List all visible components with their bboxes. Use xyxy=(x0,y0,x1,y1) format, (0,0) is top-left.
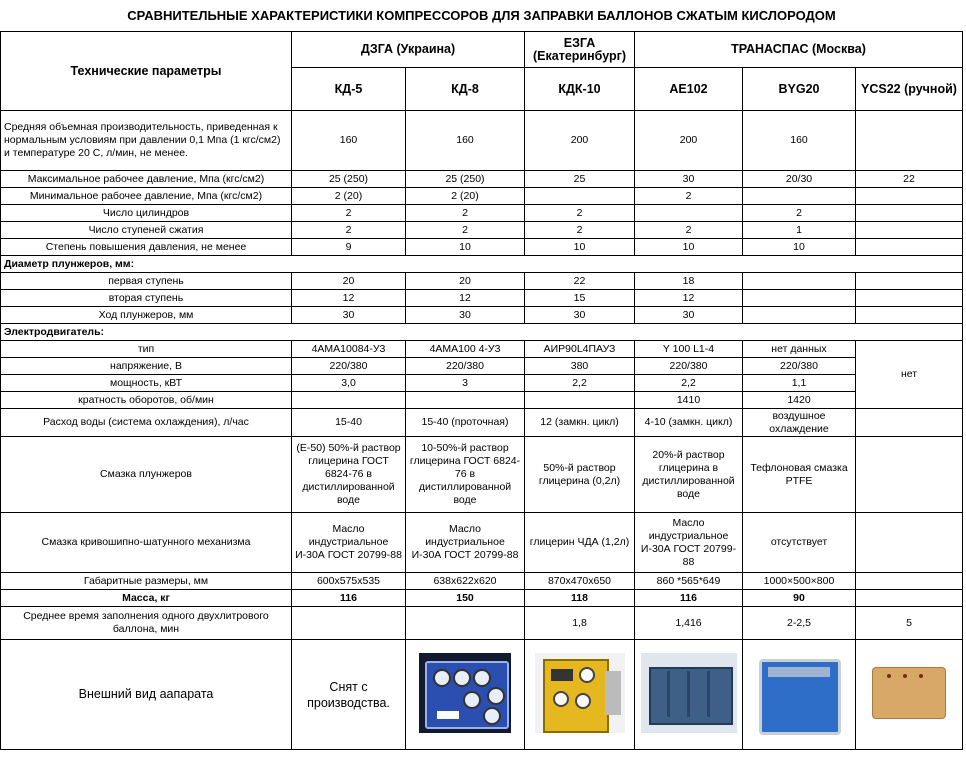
table-row xyxy=(1,341,963,358)
cell: 2 xyxy=(635,222,743,239)
table-title: СРАВНИТЕЛЬНЫЕ ХАРАКТЕРИСТИКИ КОМПРЕССОРОВ ДЛЯ ЗАПРАВКИ БАЛЛОНОВ СЖАТЫМ КИСЛОРОДОМ xyxy=(1,0,963,32)
cell: 2 xyxy=(525,205,635,222)
cell: 150 xyxy=(406,590,525,607)
table-row xyxy=(1,392,963,409)
cell: Тефлоновая смазка PTFE xyxy=(743,437,856,513)
model-header: КД-8 xyxy=(406,68,525,111)
cell: 90 xyxy=(743,590,856,607)
cell: 600x575x535 xyxy=(292,573,406,590)
photo-kdk10 xyxy=(525,640,635,750)
cell: 22 xyxy=(856,171,963,188)
cell: 2 xyxy=(406,222,525,239)
table-row xyxy=(1,205,963,222)
compressor-ae102-image xyxy=(641,653,737,733)
cell: Масло индустриальное И-30А ГОСТ 20799-88 xyxy=(292,513,406,573)
cell xyxy=(856,573,963,590)
cell: 638x622x620 xyxy=(406,573,525,590)
cell: 2 xyxy=(292,222,406,239)
manufacturer-dzga: ДЗГА (Украина) xyxy=(292,32,525,68)
row-label: кратность оборотов, об/мин xyxy=(1,392,292,409)
cell xyxy=(856,273,963,290)
cell: 10 xyxy=(525,239,635,256)
cell: 20%-й раствор глицерина в дистиллированной воде xyxy=(635,437,743,513)
cell: 2,2 xyxy=(525,375,635,392)
row-label: тип xyxy=(1,341,292,358)
row-label: мощность, кВТ xyxy=(1,375,292,392)
compressor-kdk10-image xyxy=(535,653,625,733)
cell: 160 xyxy=(406,111,525,171)
cell: 220/380 xyxy=(292,358,406,375)
row-label: первая ступень xyxy=(1,273,292,290)
cell: 25 (250) xyxy=(406,171,525,188)
cell: 50%-й раствор глицерина (0,2л) xyxy=(525,437,635,513)
cell: 4АМА10084-У3 xyxy=(292,341,406,358)
cell: Масло индустриальное И-30А ГОСТ 20799-88 xyxy=(406,513,525,573)
cell xyxy=(856,290,963,307)
cell: 2-2,5 xyxy=(743,607,856,640)
cell xyxy=(743,273,856,290)
discontinued-text: Снят с производства. xyxy=(292,640,406,750)
section-motor: Электродвигатель: xyxy=(1,324,963,341)
cell xyxy=(292,392,406,409)
manufacturer-ezga: ЕЗГА (Екатеринбург) xyxy=(525,32,635,68)
cell xyxy=(856,222,963,239)
cell: 20 xyxy=(292,273,406,290)
cell: 30 xyxy=(635,171,743,188)
row-label: Ход плунжеров, мм xyxy=(1,307,292,324)
cell xyxy=(856,205,963,222)
cell xyxy=(856,307,963,324)
cell xyxy=(525,188,635,205)
cell: 30 xyxy=(406,307,525,324)
cell: 30 xyxy=(635,307,743,324)
cell xyxy=(856,437,963,513)
cell xyxy=(856,239,963,256)
cell: 200 xyxy=(525,111,635,171)
row-label: Средняя объемная производительность, приведенная к нормальным условиям при давлении 0,1 Мпа (1 кгс/см2) и температуре 20 С, л/мин, не менее. xyxy=(1,111,292,171)
table-row xyxy=(1,171,963,188)
cell xyxy=(856,409,963,437)
cell: 2 (20) xyxy=(406,188,525,205)
cell: 1000×500×800 xyxy=(743,573,856,590)
cell: 2 xyxy=(406,205,525,222)
table-row xyxy=(1,513,963,573)
table-row xyxy=(1,437,963,513)
cell-merged: нет xyxy=(856,341,963,409)
cell: 3 xyxy=(406,375,525,392)
cell: 2,2 xyxy=(635,375,743,392)
cell: 30 xyxy=(525,307,635,324)
row-label: Среднее время заполнения одного двухлитрового баллона, мин xyxy=(1,607,292,640)
cell: 160 xyxy=(292,111,406,171)
table-row xyxy=(1,290,963,307)
cell: АИР90L4ПАУЗ xyxy=(525,341,635,358)
cell: 10-50%-й раствор глицерина ГОСТ 6824-76 в дистиллированной воде xyxy=(406,437,525,513)
compressor-kd8-image xyxy=(419,653,511,733)
cell: 9 xyxy=(292,239,406,256)
table-row xyxy=(1,111,963,171)
cell: 4-10 (замкн. цикл) xyxy=(635,409,743,437)
cell: 220/380 xyxy=(635,358,743,375)
table-row xyxy=(1,640,963,750)
cell: 118 xyxy=(525,590,635,607)
cell: 1,1 xyxy=(743,375,856,392)
row-label: вторая ступень xyxy=(1,290,292,307)
cell xyxy=(635,205,743,222)
cell xyxy=(406,392,525,409)
cell: 116 xyxy=(292,590,406,607)
photo-ae102 xyxy=(635,640,743,750)
row-label: Смазка кривошипно-шатунного механизма xyxy=(1,513,292,573)
row-label: Минимальное рабочее давление, Мпа (кгс/см2) xyxy=(1,188,292,205)
table-row xyxy=(1,590,963,607)
cell: 12 xyxy=(406,290,525,307)
table-row xyxy=(1,607,963,640)
cell xyxy=(743,290,856,307)
row-label: Число цилиндров xyxy=(1,205,292,222)
cell: 5 xyxy=(856,607,963,640)
cell: 10 xyxy=(743,239,856,256)
table-row xyxy=(1,573,963,590)
cell: (Е-50) 50%-й раствор глицерина ГОСТ 6824-76 в дистиллированной воде xyxy=(292,437,406,513)
cell: 10 xyxy=(635,239,743,256)
cell xyxy=(743,307,856,324)
cell xyxy=(856,513,963,573)
cell: 30 xyxy=(292,307,406,324)
model-header: AE102 xyxy=(635,68,743,111)
cell xyxy=(856,111,963,171)
cell: 15 xyxy=(525,290,635,307)
table-row xyxy=(1,222,963,239)
table-row xyxy=(1,409,963,437)
cell: 220/380 xyxy=(406,358,525,375)
cell xyxy=(525,392,635,409)
cell xyxy=(856,590,963,607)
row-label: Число ступеней сжатия xyxy=(1,222,292,239)
row-label: напряжение, В xyxy=(1,358,292,375)
cell: 20 xyxy=(406,273,525,290)
cell xyxy=(292,607,406,640)
row-label: Максимальное рабочее давление, Мпа (кгс/см2) xyxy=(1,171,292,188)
cell xyxy=(743,188,856,205)
photo-ycs22 xyxy=(856,640,963,750)
cell: Y 100 L1-4 xyxy=(635,341,743,358)
cell: 200 xyxy=(635,111,743,171)
cell: 2 xyxy=(635,188,743,205)
cell xyxy=(856,188,963,205)
cell: 4АМА100 4-У3 xyxy=(406,341,525,358)
cell: 2 xyxy=(743,205,856,222)
row-label: Смазка плунжеров xyxy=(1,437,292,513)
model-header: КД-5 xyxy=(292,68,406,111)
cell: Масло индустриальное И-30А ГОСТ 20799-88 xyxy=(635,513,743,573)
cell: 870x470x650 xyxy=(525,573,635,590)
cell: 10 xyxy=(406,239,525,256)
model-header: YCS22 (ручной) xyxy=(856,68,963,111)
cell: 12 (замкн. цикл) xyxy=(525,409,635,437)
row-label: Степень повышения давления, не менее xyxy=(1,239,292,256)
param-header: Технические параметры xyxy=(1,32,292,111)
cell: 1,8 xyxy=(525,607,635,640)
model-header: BYG20 xyxy=(743,68,856,111)
cell: 1410 xyxy=(635,392,743,409)
cell: 25 (250) xyxy=(292,171,406,188)
compressor-ycs22-image xyxy=(870,665,948,721)
cell: 12 xyxy=(635,290,743,307)
table-row xyxy=(1,375,963,392)
compressor-byg20-image xyxy=(751,653,847,733)
cell: отсутствует xyxy=(743,513,856,573)
cell: глицерин ЧДА (1,2л) xyxy=(525,513,635,573)
table-row xyxy=(1,307,963,324)
cell: 22 xyxy=(525,273,635,290)
photo-byg20 xyxy=(743,640,856,750)
cell: 220/380 xyxy=(743,358,856,375)
cell: 380 xyxy=(525,358,635,375)
row-label: Внешний вид аапарата xyxy=(1,640,292,750)
cell: 1,416 xyxy=(635,607,743,640)
table-row xyxy=(1,358,963,375)
cell: 15-40 (проточная) xyxy=(406,409,525,437)
row-label: Масса, кг xyxy=(1,590,292,607)
cell: 2 (20) xyxy=(292,188,406,205)
manufacturer-tranaspas: ТРАНАСПАС (Москва) xyxy=(635,32,963,68)
cell xyxy=(406,607,525,640)
cell: 20/30 xyxy=(743,171,856,188)
table-row xyxy=(1,273,963,290)
section-plungers: Диаметр плунжеров, мм: xyxy=(1,256,963,273)
cell: нет данных xyxy=(743,341,856,358)
table-row xyxy=(1,188,963,205)
table-row xyxy=(1,239,963,256)
cell: 860 *565*649 xyxy=(635,573,743,590)
cell: 2 xyxy=(292,205,406,222)
cell: 2 xyxy=(525,222,635,239)
photo-kd8 xyxy=(406,640,525,750)
cell: 15-40 xyxy=(292,409,406,437)
cell: 18 xyxy=(635,273,743,290)
model-header: КДК-10 xyxy=(525,68,635,111)
cell: 3,0 xyxy=(292,375,406,392)
cell: 160 xyxy=(743,111,856,171)
cell: воздушное охлаждение xyxy=(743,409,856,437)
cell: 12 xyxy=(292,290,406,307)
cell: 1 xyxy=(743,222,856,239)
row-label: Габаритные размеры, мм xyxy=(1,573,292,590)
row-label: Расход воды (система охлаждения), л/час xyxy=(1,409,292,437)
cell: 1420 xyxy=(743,392,856,409)
cell: 116 xyxy=(635,590,743,607)
cell: 25 xyxy=(525,171,635,188)
